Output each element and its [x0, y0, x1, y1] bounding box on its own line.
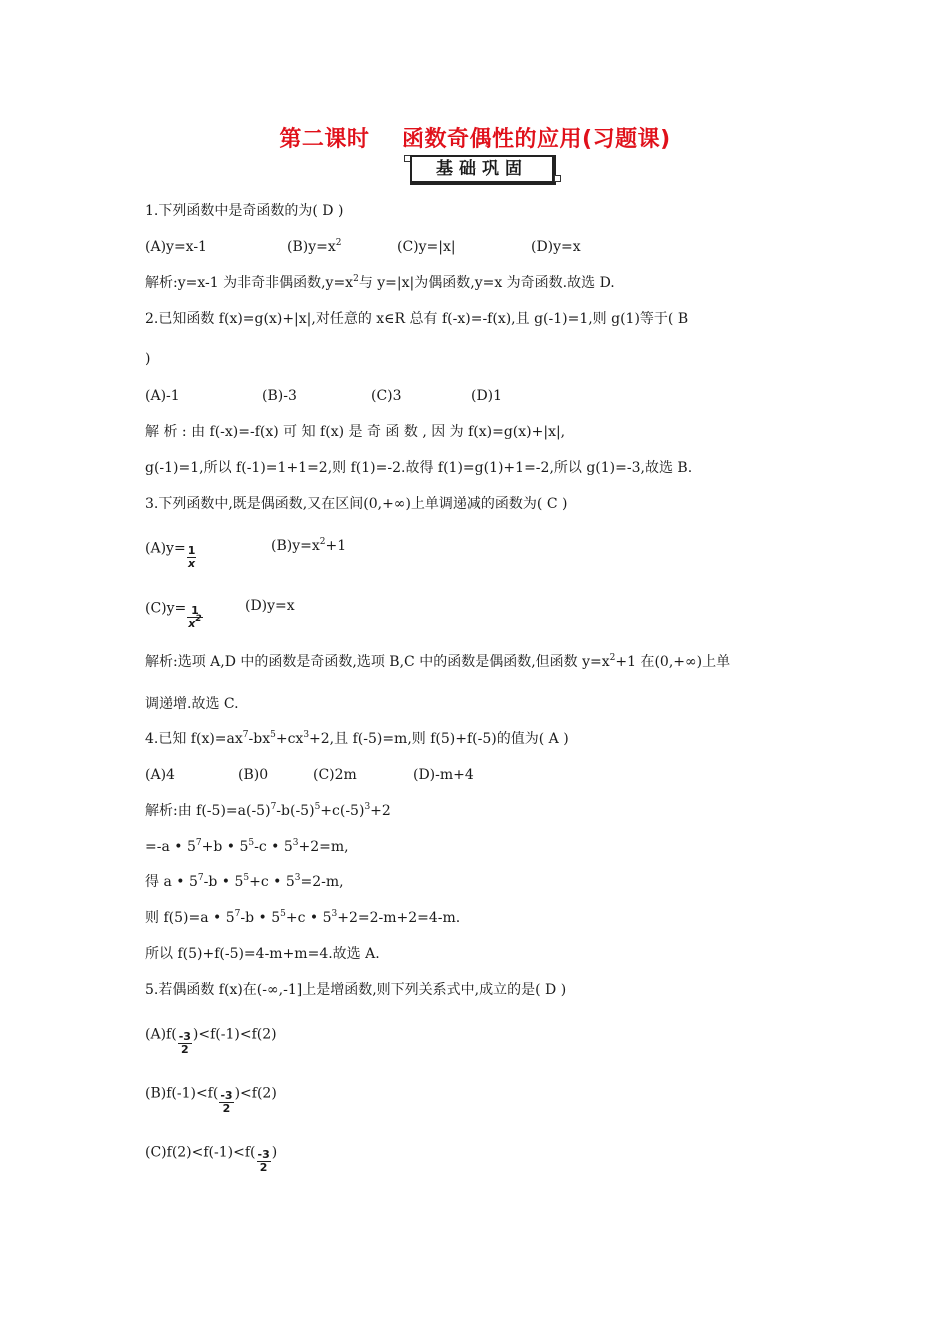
q1-option-b: $(B)y=x^2$: [287, 238, 342, 255]
q1-option-c: (C)y=|x|: [397, 239, 456, 255]
q3-solution-line-2: 调递增.故选 C.: [145, 696, 239, 712]
q4-option-c: (C)2m: [313, 767, 357, 783]
q3-option-b: $(B)y=x^2+1$: [271, 537, 347, 554]
q5-option-c: (C)f(2)<f(-1)<f( $\frac{-3}{2}$ ): [145, 1144, 278, 1174]
q3-option-d: (D)y=x: [245, 598, 295, 614]
fraction: $\frac{1}{x}$: [187, 544, 196, 570]
corner-marker: [554, 175, 561, 182]
fraction: $\frac{-3}{2}$: [220, 1089, 233, 1115]
q2-option-b: (B)-3: [262, 388, 297, 404]
q1-stem: 1.下列函数中是奇函数的为( D ): [145, 203, 344, 219]
q2-solution-line-1: 解 析 : 由 f(-x)=-f(x) 可 知 f(x) 是 奇 函 数 , 因 为 f(x)=g(x)+|x|,: [145, 424, 566, 440]
q5-stem: 5.若偶函数 f(x)在(-∞,-1]上是增函数,则下列关系式中,成立的是( D ): [145, 982, 567, 998]
q1-solution: 解析:y=x-1 为非奇非偶函数$,y=x^2$与 y=|x|为偶函数,y=x 为奇函数.故选 D.: [145, 274, 615, 291]
q2-solution-line-2: g(-1)=1,所以 f(-1)=1+1=2,则 f(1)=-2.故得 f(1)=g(1)+1=-2,所以 g(1)=-3,故选 B.: [145, 460, 693, 476]
q5-option-b: (B)f(-1)<f( $\frac{-3}{2}$ )<f(2): [145, 1085, 277, 1115]
q3-stem: 3.下列函数中,既是偶函数,又在区间(0,+∞)上单调递减的函数为( C ): [145, 496, 568, 512]
q3-option-c: (C)y= $\frac{1}{x^2}$: [145, 600, 202, 630]
q4-solution-line-5: 所以 f(5)+f(-5)=4-m+m=4.故选 A.: [145, 946, 380, 962]
q5-option-a: (A)f( $\frac{-3}{2}$ )<f(-1)<f(2): [145, 1026, 277, 1056]
q2-option-d: (D)1: [471, 388, 503, 404]
q4-stem: 4.已知 $f(x)=ax^7-bx^5+cx^3+2$,且 f(-5)=m,则 f(5)+f(-5)的值为( A ): [145, 730, 569, 747]
q1-option-d: (D)y=x: [531, 239, 581, 255]
q4-solution-line-1: 解析:由 $f(-5)=a(-5)^7-b(-5)^5+c(-5)^3+2$: [145, 802, 391, 819]
fraction: $\frac{1}{x^2}$: [188, 604, 202, 630]
q2-stem-end: ): [145, 351, 151, 367]
q4-solution-line-2: =-a • $5^7+b$ • $5^5-c$ • $5^3+2=m$,: [145, 838, 349, 855]
fraction: $\frac{-3}{2}$: [257, 1148, 270, 1174]
section-badge: [404, 155, 558, 183]
q4-solution-line-4: 则 f(5)=a • $5^7-b$ • $5^5+c$ • $5^3+2=2-m+2=4-m$.: [145, 909, 461, 926]
q4-option-a: (A)4: [145, 767, 175, 783]
section-badge-label: 基础巩固: [410, 155, 556, 185]
fraction: $\frac{-3}{2}$: [178, 1030, 191, 1056]
q2-option-c: (C)3: [371, 388, 402, 404]
page-title: 第二课时 函数奇偶性的应用(习题课): [279, 127, 671, 152]
q4-option-d: (D)-m+4: [413, 767, 474, 783]
q2-stem: 2.已知函数 f(x)=g(x)+|x|,对任意的 x∈R 总有 f(-x)=-f(x),且 g(-1)=1,则 g(1)等于( B: [145, 311, 689, 327]
q4-option-b: (B)0: [238, 767, 269, 783]
q3-solution-line-1: 解析:选项 A,D 中的函数是奇函数,选项 B,C 中的函数是偶函数,但函数 $y=x^2+1$ 在(0,+∞)上单: [145, 653, 731, 670]
q4-solution-line-3: 得 a • $5^7-b$ • $5^5+c$ • $5^3=2-m$,: [145, 873, 344, 890]
q3-option-a: (A)y= $\frac{1}{x}$: [145, 540, 196, 570]
q1-option-a: (A)y=x-1: [145, 239, 207, 255]
q2-option-a: (A)-1: [145, 388, 180, 404]
